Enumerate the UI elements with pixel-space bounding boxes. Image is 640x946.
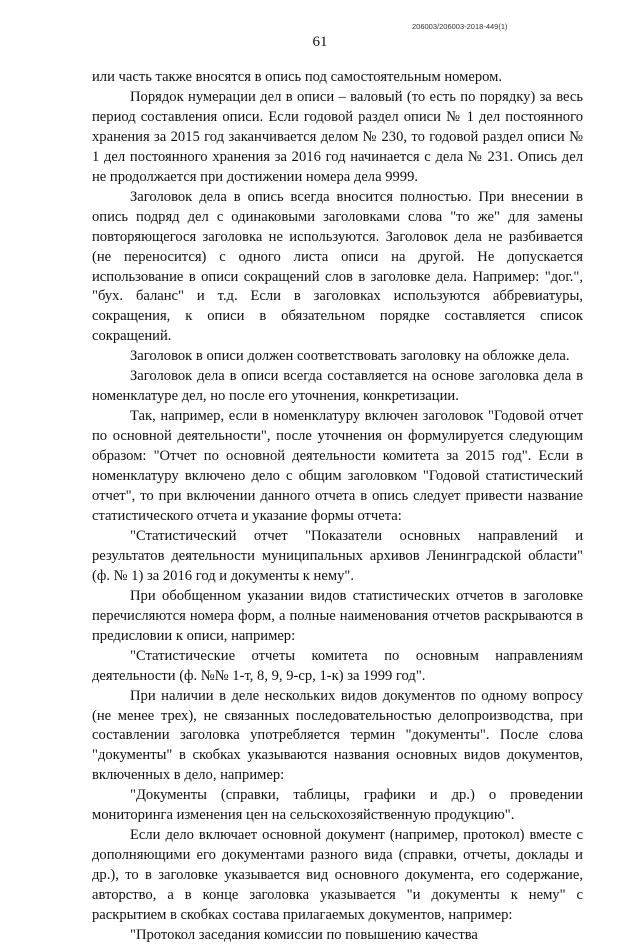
paragraph-multiple-document-types: При наличии в деле нескольких видов документов по одному вопросу (не менее трех), не связанных последовательностью делопроизводства, при составлении заголовка употребляется термин "документы". После слова "документы" в скобках указываются названия основных видов документов, включенных в дело, например:: [92, 687, 583, 784]
paragraph-quote-documents: "Документы (справки, таблицы, графики и др.) о проведении мониторинга изменения цен на сельскохозяйственную продукцию".: [92, 787, 583, 824]
paragraph-generalized-reports: При обобщенном указании видов статистических отчетов в заголовке перечисляются номера форм, а полные наименования отчетов раскрываются в предисловии к описи, например:: [92, 587, 583, 644]
paragraph-quote-protocol: "Протокол заседания комиссии по повышению качества: [130, 926, 478, 943]
paragraph-example-annual-report: Так, например, если в номенклатуру включен заголовок "Годовой отчет по основной деятельности", после уточнения он формулируется следующим образом: "Отчет по основной деятельности комитета за 2015 год". Если в номенклатуру включено дело с общим заголовком "Годовой статистический отчет", то при включении данного отчета в опись следует привести название статистического отчета и указание формы отчета:: [92, 408, 583, 524]
paragraph-title-source: Заголовок дела в описи всегда составляется на основе заголовка дела в номенклатуре дел, но после его уточнения, конкретизации.: [92, 368, 583, 405]
paragraph-numbering-order: Порядок нумерации дел в описи – валовый (то есть по порядку) за весь период составления описи. Если годовой раздел описи № 1 дел постоянного хранения за 2015 год заканчивается делом № 230, то годовой раздел описи № 1 дел постоянного хранения за 2016 год начинается с дела № 231. Опись дел не продолжается при достижении номера дела 9999.: [92, 88, 583, 185]
paragraph-main-document: Если дело включает основной документ (например, протокол) вместе с дополняющими его документами разного вида (справки, отчеты, доклады и др.), то в заголовке указывается вид основного документа, его содержание, авторство, а в конце заголовка указывается "и документы к нему" с раскрытием в скобках состава прилагаемых документов, например:: [92, 827, 583, 924]
paragraph-quote-statistical-report: "Статистический отчет "Показатели основных направлений и результатов деятельности муниципальных архивов Ленинградской области" (ф. № 1) за 2016 год и документы к нему".: [92, 527, 583, 584]
document-body: [92, 68, 583, 946]
paragraph-continuation: или часть также вносятся в опись под самостоятельным номером.: [92, 69, 503, 85]
document-reference-number: 206003/206003-2018-449(1): [412, 22, 508, 31]
paragraph-quote-statistical-reports: "Статистические отчеты комитета по основным направлениям деятельности (ф. №№ 1-т, 8, 9, 9-ср, 1-к) за 1999 год".: [92, 647, 583, 684]
paragraph-title-cover-match: Заголовок в описи должен соответствовать заголовку на обложке дела.: [130, 348, 570, 365]
paragraph-case-title-rules: Заголовок дела в опись всегда вносится полностью. При внесении в опись подряд дел с одинаковыми заголовками слова "то же" для замены повторяющегося заголовка не используются. Заголовок дела не разбивается (не переносится) с одного листа описи на другой. Не допускается использование в описи сокращений слов в заголовке дела. Например: "дог.", "бух. баланс" и т.д. Если в заголовках используются аббревиатуры, сокращения, к описи в обязательном порядке составляется список сокращений.: [92, 188, 583, 345]
page-number: 61: [312, 34, 328, 50]
